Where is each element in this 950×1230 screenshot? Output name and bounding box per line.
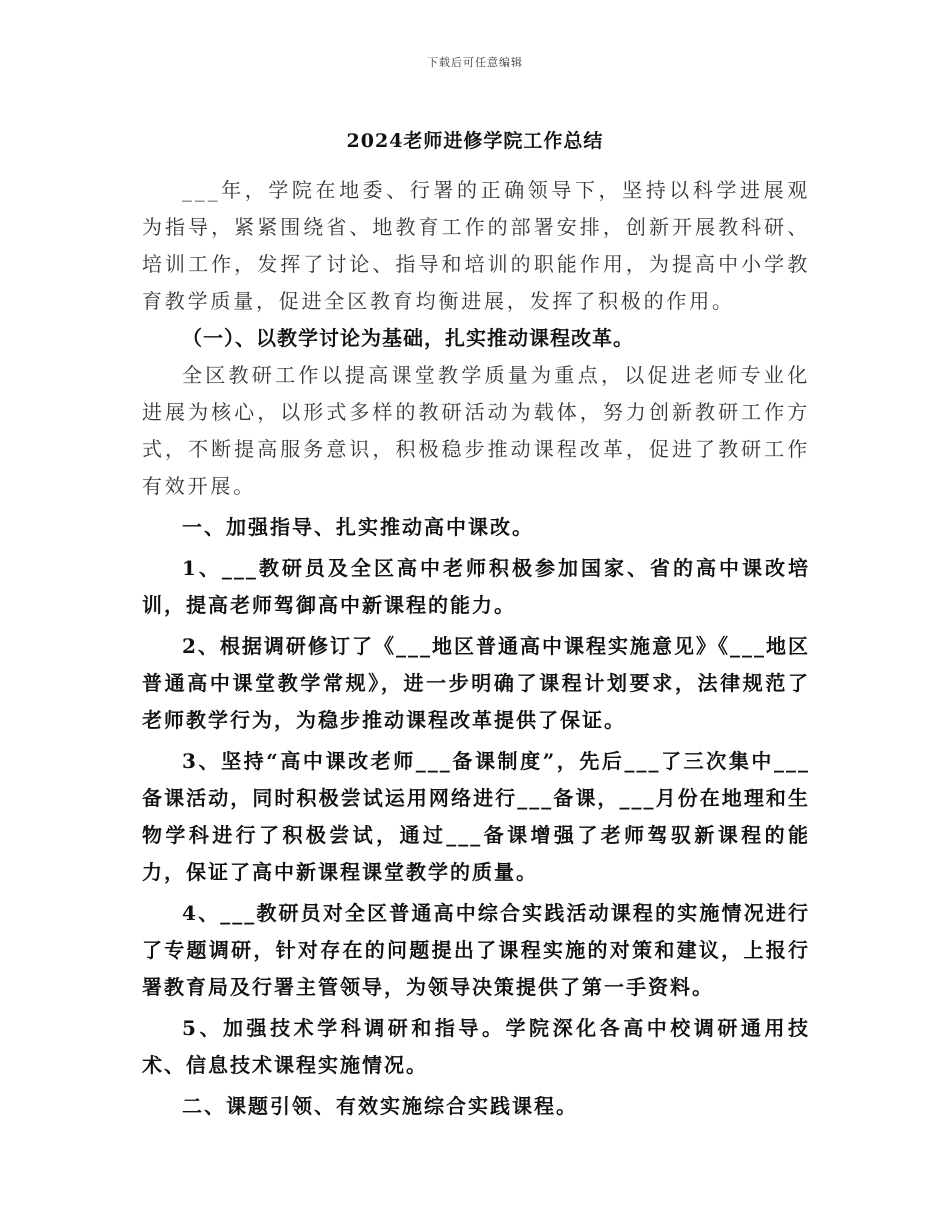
subsection-heading-2: 二、课题引领、有效实施综合实践课程。 bbox=[182, 1094, 578, 1118]
subsection-heading-1: 一、加强指导、扎实推动高中课改。 bbox=[182, 515, 534, 539]
header-note: 下载后可任意编辑 bbox=[427, 56, 523, 69]
list-item-1: 1、___教研员及全区高中老师积极参加国家、省的高中课改培训，提高老师驾御高中新课程的能力。 bbox=[142, 556, 810, 617]
list-item-3: 3、坚持“高中课改老师___备课制度”，先后___了三次集中___备课活动，同时积极尝试运用网络进行___备课，___月份在地理和生物学科进行了积极尝试，通过___备课增强了老师驾驭新课程的能力，保证了高中新课程课堂教学的质量。 bbox=[142, 749, 810, 884]
intro-paragraph: ___年，学院在地委、行署的正确领导下，坚持以科学进展观为指导，紧紧围绕省、地教育工作的部署安排，创新开展教科研、培训工作，发挥了讨论、指导和培训的职能作用，为提高中小学教育教学质量，促进全区教育均衡进展，发挥了积极的作用。 bbox=[142, 178, 810, 313]
document-title: 2024老师进修学院工作总结 bbox=[346, 130, 604, 152]
list-item-4: 4、___教研员对全区普通高中综合实践活动课程的实施情况进行了专题调研，针对存在的问题提出了课程实施的对策和建议，上报行署教育局及行署主管领导，为领导决策提供了第一手资料。 bbox=[142, 901, 810, 999]
document-body bbox=[142, 172, 810, 1125]
section-heading-1: （一）、以教学讨论为基础，扎实推动课程改革。 bbox=[182, 326, 634, 350]
list-item-5: 5、加强技术学科调研和指导。学院深化各高中校调研通用技术、信息技术课程实施情况。 bbox=[142, 1016, 810, 1077]
section-intro-paragraph: 全区教研工作以提高课堂教学质量为重点，以促进老师专业化进展为核心，以形式多样的教研活动为载体，努力创新教研工作方式，不断提高服务意识，积极稳步推动课程改革，促进了教研工作有效开展。 bbox=[142, 363, 810, 498]
list-item-2: 2、根据调研修订了《___地区普通高中课程实施意见》《___地区普通高中课堂教学常规》，进一步明确了课程计划要求，法律规范了老师教学行为，为稳步推动课程改革提供了保证。 bbox=[142, 634, 810, 732]
